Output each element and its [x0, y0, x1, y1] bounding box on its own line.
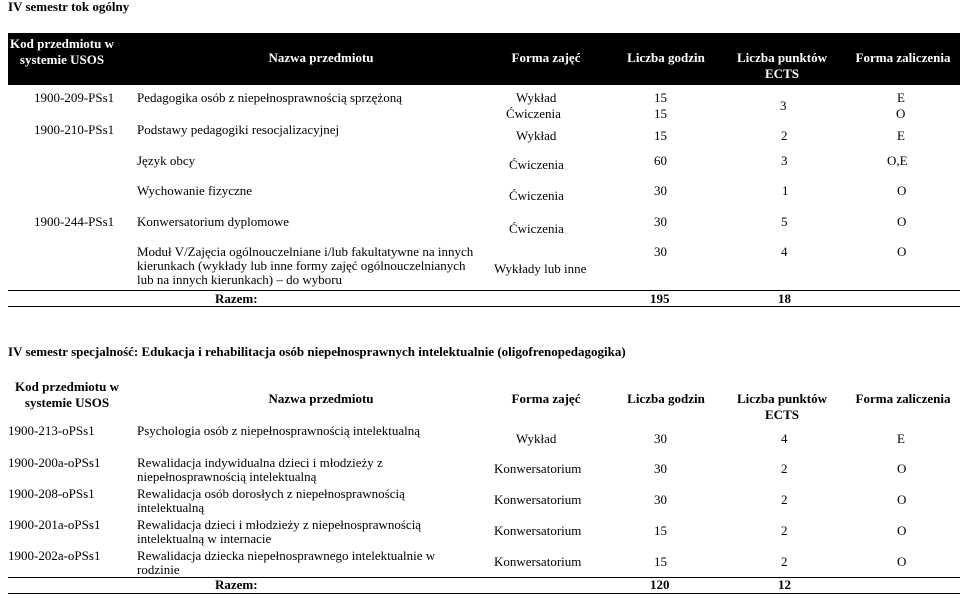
row-form: Wykład [516, 128, 557, 143]
row-credit: E [897, 431, 905, 446]
row-credit: O [897, 492, 907, 507]
row-form: Wykład [516, 431, 557, 446]
row-code: 1900-210-PSs1 [34, 122, 115, 137]
row-form: Wykład [516, 90, 557, 105]
section2-header [8, 376, 960, 422]
row-name: Rewalidacja dziecka niepełnosprawnego intelektualnie w rodzinie [137, 548, 436, 577]
row-form: Konwersatorium [494, 523, 582, 538]
row-ects: 2 [781, 128, 788, 143]
row-hours: 60 [654, 153, 667, 168]
row-form: Ćwiczenia [509, 188, 564, 203]
row-name: Wychowanie fizyczne [137, 183, 253, 198]
header-code: Kod przedmiotu w systemie USOS [15, 379, 119, 410]
row-hours: 30 [654, 244, 667, 259]
row-ects: 2 [781, 492, 788, 507]
total-hours: 195 [650, 291, 670, 306]
total-ects: 18 [778, 291, 791, 306]
row-hours: 30 [654, 214, 667, 229]
row-hours: 15 [654, 523, 667, 538]
row-credit: O,E [887, 153, 908, 168]
row-ects: 3 [780, 98, 787, 113]
row-credit: O [897, 554, 907, 569]
row-hours: 30 [654, 431, 667, 446]
total-ects: 12 [778, 577, 791, 592]
row-form: Konwersatorium [494, 461, 582, 476]
section1-title: IV semestr tok ogólny [8, 0, 130, 14]
row-name: Psychologia osób z niepełnosprawnością intelektualną [137, 423, 421, 438]
total-label: Razem: [215, 577, 258, 592]
row-credit: O [897, 244, 907, 259]
row-name: Moduł V/Zajęcia ogólnouczelniane i/lub fakultatywne na innych kierunkach (wykłady lub inne formy zajęć ogólnouczelnianych lub na innych kierunkach) – do wyboru [137, 244, 474, 287]
row-hours: 15 [654, 554, 667, 569]
header-code: Kod przedmiotu w systemie USOS [10, 36, 114, 67]
row-hours: 30 [654, 461, 667, 476]
header-hours: Liczba godzin [627, 50, 705, 65]
row-code: 1900-208-oPSs1 [8, 486, 95, 501]
row-code: 1900-201a-oPSs1 [8, 517, 101, 532]
row-name: Rewalidacja dzieci i młodzieży z niepełnosprawnością intelektualną w internacie [137, 517, 422, 546]
row-credit: O [896, 106, 906, 121]
header-name: Nazwa przedmiotu [268, 391, 374, 406]
row-hours: 30 [654, 183, 667, 198]
row-code: 1900-200a-oPSs1 [8, 455, 101, 470]
row-form: Konwersatorium [494, 554, 582, 569]
header-hours: Liczba godzin [627, 391, 705, 406]
header-ects: Liczba punktów ECTS [737, 50, 827, 81]
row-ects: 3 [781, 153, 788, 168]
row-form: Ćwiczenia [509, 157, 564, 172]
row-name: Pedagogika osób z niepełnosprawnością sprzężoną [137, 90, 402, 105]
row-ects: 4 [781, 244, 788, 259]
header-form: Forma zajęć [511, 50, 581, 65]
row-code: 1900-213-oPSs1 [8, 423, 95, 438]
row-code: 1900-244-PSs1 [34, 214, 115, 229]
row-name: Konwersatorium dyplomowe [137, 214, 290, 229]
header-credit: Forma zaliczenia [855, 391, 951, 406]
divider [8, 306, 960, 307]
row-name: Język obcy [137, 153, 196, 168]
row-form: Konwersatorium [494, 492, 582, 507]
section1-header [8, 33, 960, 85]
row-code: 1900-202a-oPSs1 [8, 548, 101, 563]
row-ects: 2 [781, 461, 788, 476]
row-hours: 15 [654, 90, 667, 105]
row-name: Rewalidacja osób dorosłych z niepełnosprawnością intelektualną [137, 486, 405, 515]
row-name: Podstawy pedagogiki resocjalizacyjnej [137, 122, 340, 137]
row-credit: O [897, 523, 907, 538]
row-credit: O [897, 461, 907, 476]
row-credit: O [897, 214, 907, 229]
row-name: Rewalidacja indywidualna dzieci i młodzieży z niepełnosprawnością intelektualną [137, 455, 383, 484]
total-label: Razem: [215, 291, 258, 306]
row-code: 1900-209-PSs1 [34, 90, 115, 105]
header-credit: Forma zaliczenia [855, 50, 951, 65]
row-form: Wykłady lub inne [494, 261, 587, 276]
divider [8, 290, 960, 291]
row-ects: 2 [781, 554, 788, 569]
divider [8, 577, 960, 578]
row-hours: 15 [654, 106, 667, 121]
header-ects: Liczba punktów ECTS [737, 391, 827, 422]
header-name: Nazwa przedmiotu [268, 50, 374, 65]
section2-title: IV semestr specjalność: Edukacja i rehabilitacja osób niepełnosprawnych intelektualnie (oligofrenopedagogika) [8, 344, 626, 359]
row-ects: 2 [781, 523, 788, 538]
row-ects: 5 [781, 214, 788, 229]
header-form: Forma zajęć [511, 391, 581, 406]
row-form: Ćwiczenia [506, 106, 561, 121]
row-credit: E [897, 90, 905, 105]
row-ects: 1 [782, 183, 789, 198]
divider [8, 593, 960, 594]
row-credit: O [897, 183, 907, 198]
row-form: Ćwiczenia [509, 221, 564, 236]
total-hours: 120 [650, 577, 670, 592]
row-credit: E [897, 128, 905, 143]
row-hours: 15 [654, 128, 667, 143]
row-ects: 4 [781, 431, 788, 446]
row-hours: 30 [654, 492, 667, 507]
